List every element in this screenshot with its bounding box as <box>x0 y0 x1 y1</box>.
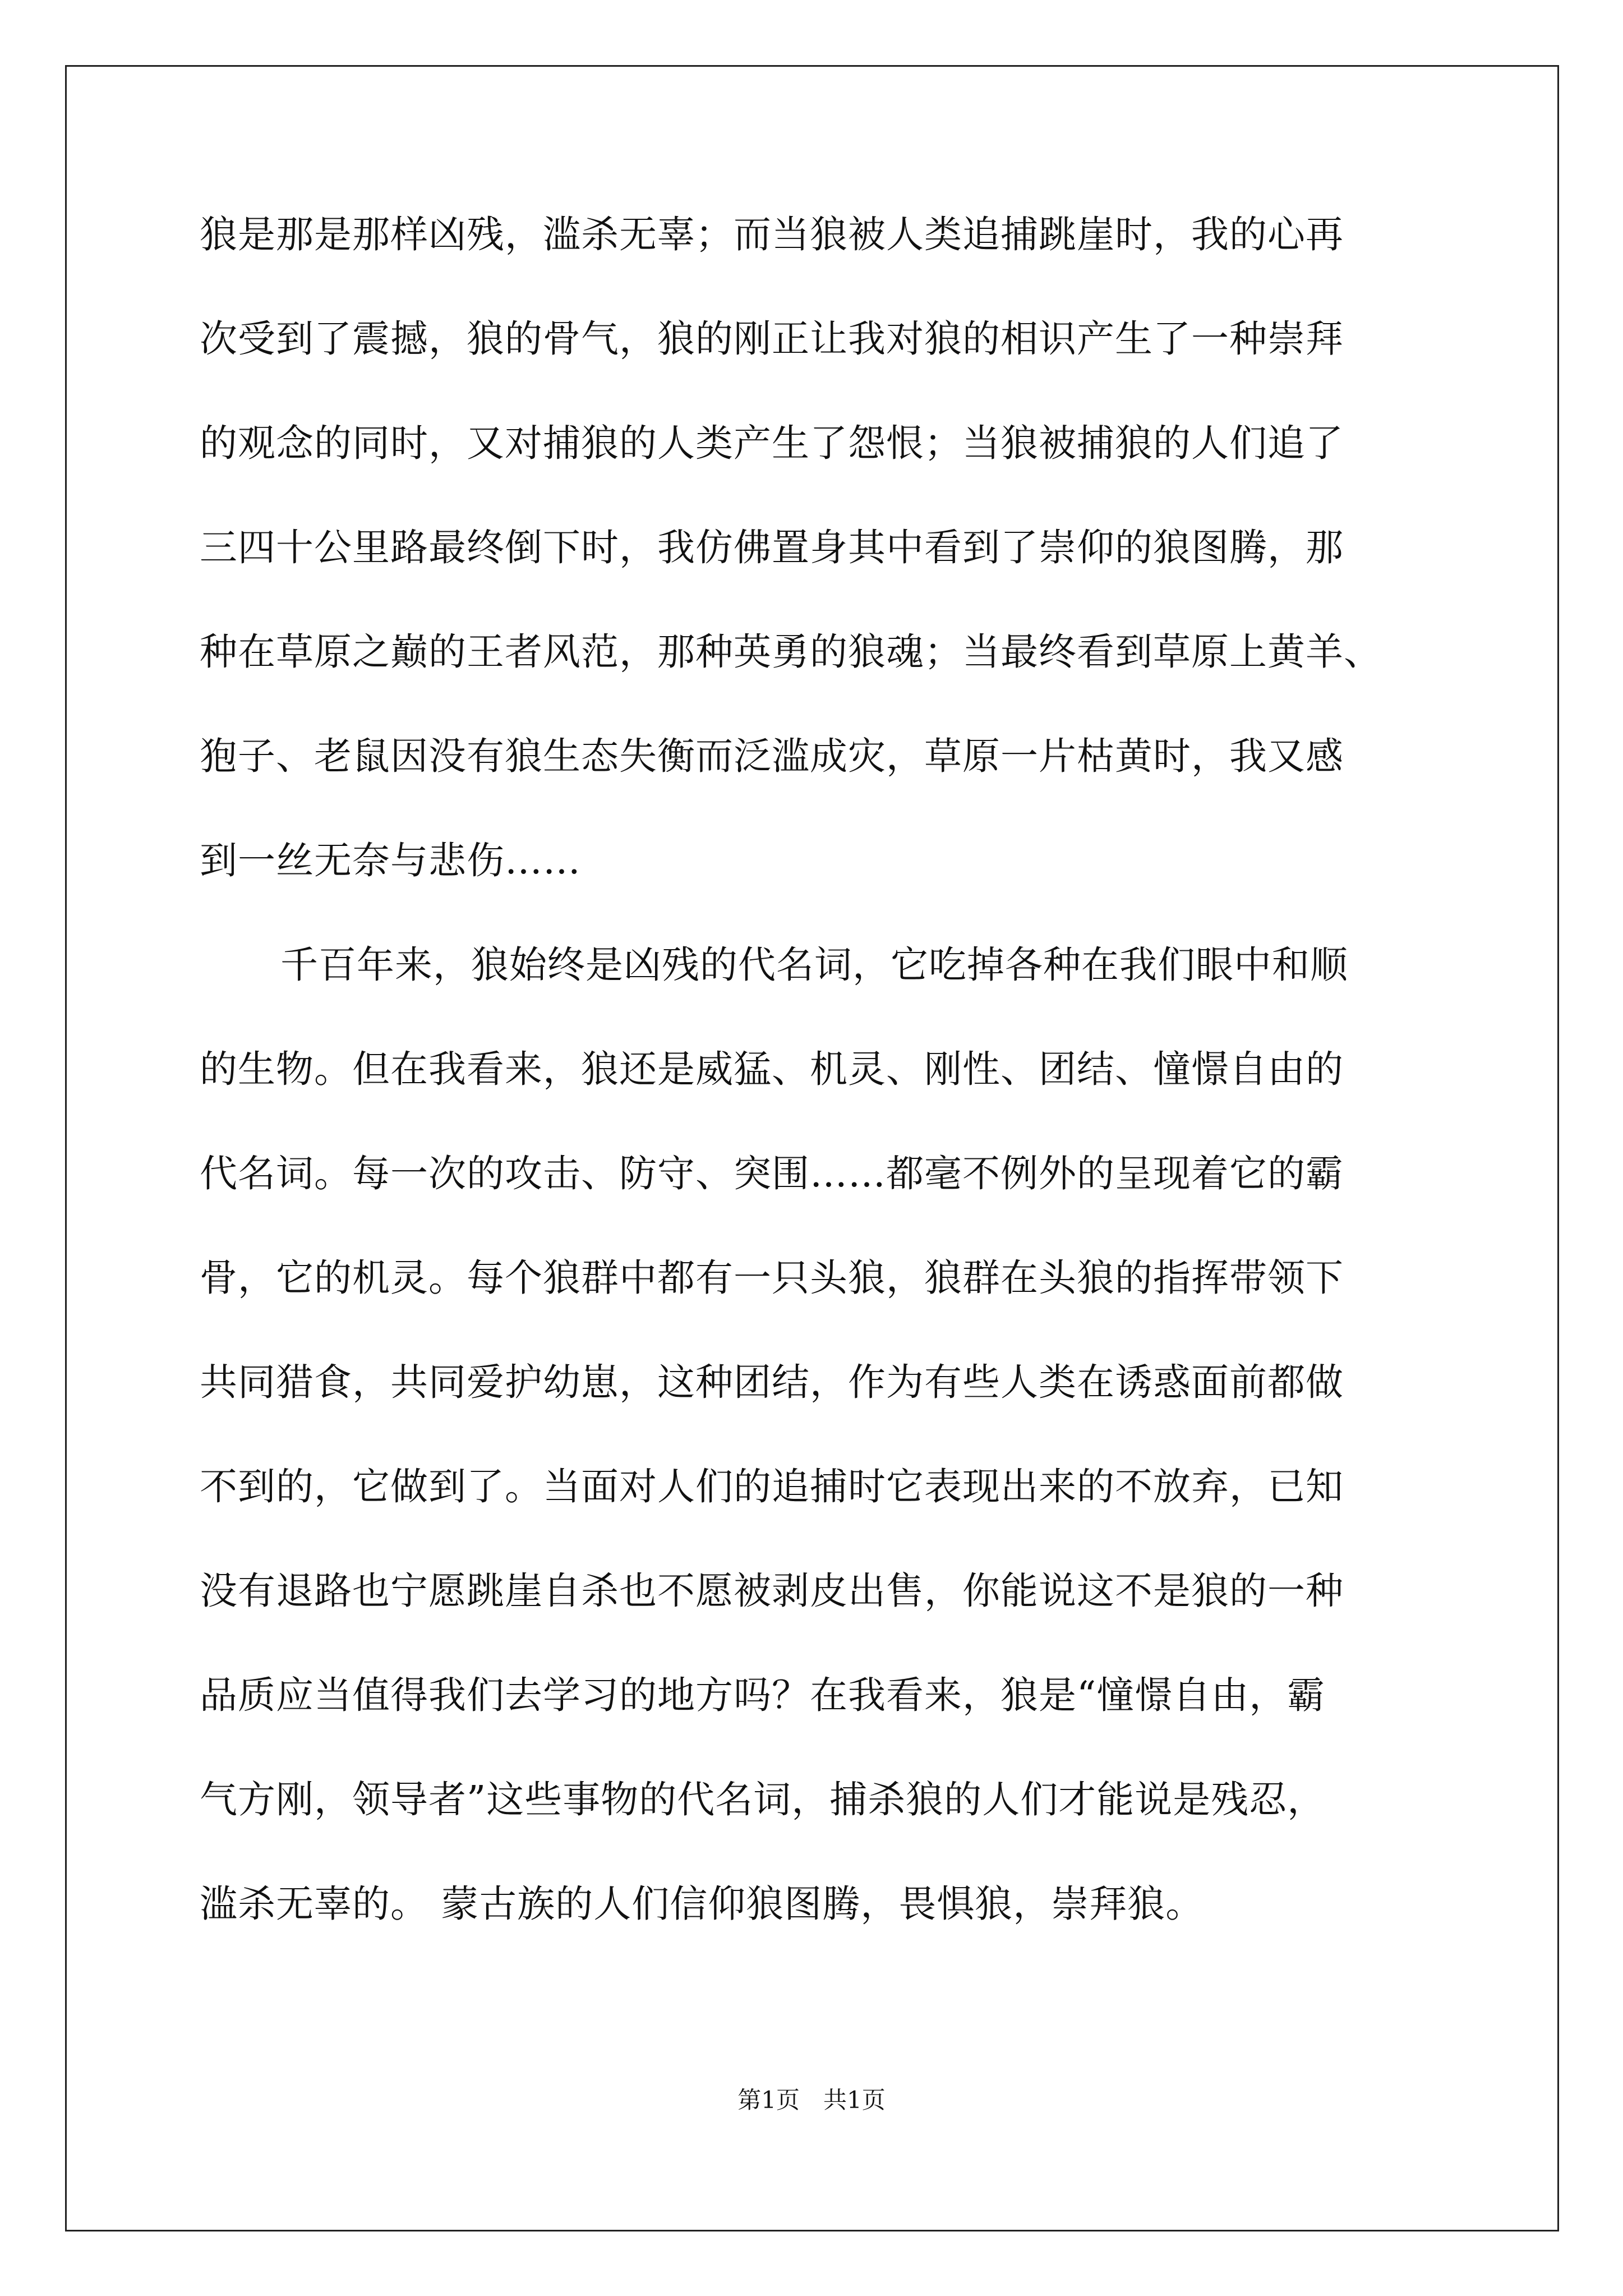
text-line: 的观念的同时，又对捕狼的人类产生了怨恨；当狼被捕狼的人们追了 <box>200 421 1344 465</box>
text-line: 狼是那是那样凶残，滥杀无辜；而当狼被人类追捕跳崖时，我的心再 <box>200 213 1344 256</box>
page-number-footer: 第1页 共1页 <box>737 2086 886 2114</box>
text-line: 代名词。每一次的攻击、防守、突围……都毫不例外的呈现着它的霸 <box>200 1152 1344 1195</box>
text-line: 不到的，它做到了。当面对人们的追捕时它表现出来的不放弃，已知 <box>200 1465 1344 1508</box>
text-line: 种在草原之巅的王者风范，那种英勇的狼魂；当最终看到草原上黄羊、 <box>200 630 1382 674</box>
text-line: 品质应当值得我们去学习的地方吗？在我看来，狼是“憧憬自由，霸 <box>200 1673 1326 1717</box>
text-line: 狍子、老鼠因没有狼生态失衡而泛滥成灾，草原一片枯黄时，我又感 <box>200 734 1344 778</box>
text-line: 骨，它的机灵。每个狼群中都有一只头狼，狼群在头狼的指挥带领下 <box>200 1256 1344 1300</box>
text-line: 没有退路也宁愿跳崖自杀也不愿被剥皮出售，你能说这不是狼的一种 <box>200 1569 1344 1613</box>
text-line: 的生物。但在我看来，狼还是威猛、机灵、刚性、团结、憧憬自由的 <box>200 1047 1344 1091</box>
text-line: 次受到了震撼，狼的骨气，狼的刚正让我对狼的相识产生了一种崇拜 <box>200 317 1344 361</box>
paragraph-first-line: 千百年来，狼始终是凶残的代名词，它吃掉各种在我们眼中和顺 <box>280 943 1348 987</box>
text-line: 到一丝无奈与悲伤…… <box>200 839 581 882</box>
text-line: 三四十公里路最终倒下时，我仿佛置身其中看到了崇仰的狼图腾，那 <box>200 526 1344 569</box>
text-line: 共同猎食，共同爱护幼崽，这种团结，作为有些人类在诱惑面前都做 <box>200 1360 1344 1404</box>
text-line: 滥杀无辜的。 蒙古族的人们信仰狼图腾，畏惧狼，崇拜狼。 <box>200 1882 1204 1926</box>
text-line: 气方刚，领导者”这些事物的代名词，捕杀狼的人们才能说是残忍， <box>200 1778 1326 1821</box>
